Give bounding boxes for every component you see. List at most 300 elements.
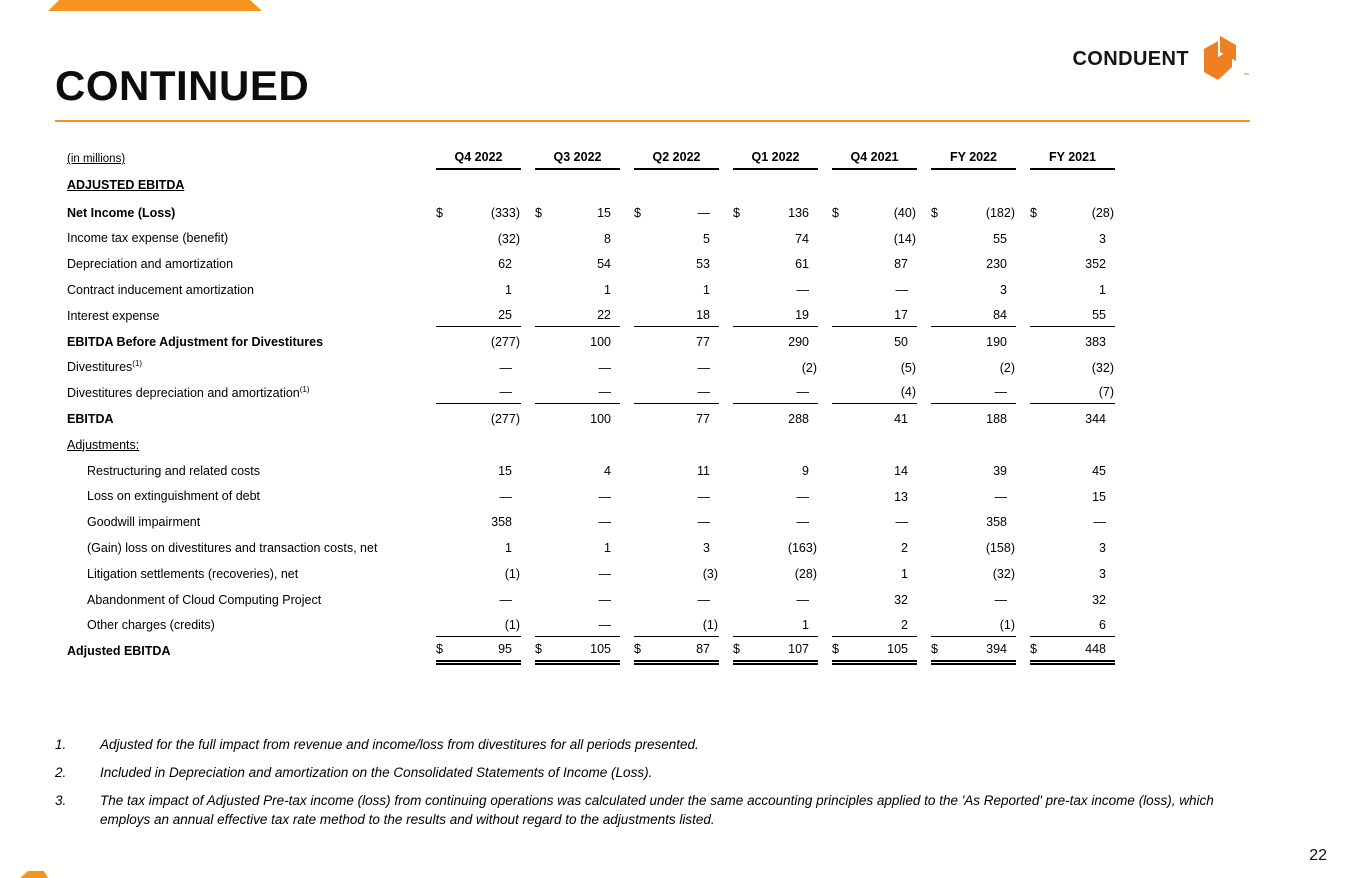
cell-value: 3 [1099,541,1106,556]
value-cell [436,206,521,224]
footnote-reference: (1) [299,385,310,395]
value-cell [931,567,1016,585]
cell-value: 1 [505,541,512,556]
value-cell [733,385,818,404]
cell-value: 344 [1085,412,1106,427]
cell-value: 1 [802,617,809,632]
dollar-sign: $ [832,205,839,220]
value-cell [931,642,1016,662]
cell-value: 6 [1099,617,1106,632]
value-cell [1030,257,1115,275]
value-cell [1030,567,1115,585]
value-cell [931,593,1016,611]
cell-value: 18 [696,307,710,322]
value-cell [634,283,719,301]
cell-value: — [697,385,710,400]
value-cell [634,490,719,508]
cell-value: 32 [894,592,908,607]
cell-value: (2) [801,360,817,375]
footnote-reference: (1) [132,359,143,369]
cell-value: (32) [497,231,520,246]
cell-value: (163) [787,541,817,556]
value-cell [634,257,719,275]
row-label: Other charges (credits) [87,618,215,633]
dollar-sign: $ [634,642,641,657]
cell-value: — [796,385,809,400]
cell-value: — [697,205,710,220]
value-cell [634,593,719,611]
value-cell [832,206,917,224]
cell-value: (5) [900,360,916,375]
value-cell [436,618,521,637]
value-cell [733,308,818,327]
value-cell [1030,464,1115,482]
dollar-sign: $ [1030,205,1037,220]
value-cell [832,232,917,250]
value-cell [1030,642,1115,662]
value-cell [832,308,917,327]
footnote-text: Adjusted for the full impact from revenue and income/loss from divestitures for all periods presented. [100,737,699,752]
table-row [67,301,1120,327]
cell-value: 95 [498,642,512,657]
value-cell [436,412,521,430]
dollar-sign: $ [733,642,740,657]
top-accent-bar [48,0,262,11]
dollar-sign: $ [832,642,839,657]
column-header: Q3 2022 [535,150,620,170]
cell-value: 15 [597,205,611,220]
trademark-symbol: ™ [1243,73,1249,79]
value-cell [931,412,1016,430]
value-cell [931,308,1016,327]
value-cell [436,490,521,508]
value-cell [436,642,521,662]
value-cell [832,593,917,611]
dollar-sign: $ [535,642,542,657]
cell-value: 84 [993,307,1007,322]
financial-table [67,150,1120,662]
value-cell [1030,412,1115,430]
cell-value: 136 [788,205,809,220]
cell-value: 3 [1099,566,1106,581]
cell-value: 1 [1099,283,1106,298]
table-row [67,198,1120,224]
cell-value: 100 [590,334,611,349]
value-cell [931,257,1016,275]
cell-value: 290 [788,334,809,349]
cell-value: — [598,360,611,375]
cell-value: 1 [604,541,611,556]
cell-value: (3) [702,566,718,581]
table-row [67,275,1120,301]
value-cell [634,206,719,224]
value-cell [931,541,1016,559]
row-label: EBITDA [67,412,114,427]
cell-value: 55 [1092,307,1106,322]
footnote-number: 3. [55,792,67,808]
cell-value: 448 [1085,642,1106,657]
title-underline [55,120,1250,122]
value-cell [733,490,818,508]
cell-value: (32) [1091,360,1114,375]
cell-value: — [499,360,512,375]
value-cell [832,642,917,662]
cell-value: (2) [999,360,1015,375]
cell-value: 190 [986,334,1007,349]
value-cell [634,642,719,662]
cell-value: 74 [795,231,809,246]
conduent-logo-mark [1199,36,1243,83]
row-label: Restructuring and related costs [87,463,261,478]
table-row [67,611,1120,637]
cell-value: (182) [985,205,1015,220]
cell-value: — [598,385,611,400]
value-cell [436,385,521,404]
section-header-row [67,172,1120,198]
value-cell [733,412,818,430]
cell-value: (1) [504,566,520,581]
value-cell [436,283,521,301]
value-cell [535,206,620,224]
cell-value: 32 [1092,592,1106,607]
value-cell [1030,308,1115,327]
cell-value: 55 [993,231,1007,246]
value-cell [733,464,818,482]
cell-value: 22 [597,307,611,322]
value-cell [931,283,1016,301]
value-cell [535,452,620,456]
table-row [67,250,1120,276]
value-cell [535,567,620,585]
value-cell [436,464,521,482]
cell-value: — [697,592,710,607]
value-cell [931,361,1016,379]
value-cell [832,257,917,275]
cell-value: — [895,515,908,530]
cell-value: 87 [894,257,908,272]
cell-value: (32) [992,566,1015,581]
value-cell [634,308,719,327]
value-cell [1030,515,1115,533]
value-cell [634,618,719,637]
value-cell [733,593,818,611]
footnote-text: Included in Depreciation and amortization on the Consolidated Statements of Income (Loss). [100,764,653,780]
value-cell [931,490,1016,508]
cell-value: 2 [901,617,908,632]
cell-value: — [796,489,809,504]
value-cell [1030,541,1115,559]
value-cell [436,232,521,250]
dollar-sign: $ [931,205,938,220]
table-row [67,327,1120,353]
value-cell [634,335,719,353]
value-cell [436,515,521,533]
cell-value: — [598,566,611,581]
column-header: Q2 2022 [634,150,719,170]
cell-value: 54 [597,257,611,272]
value-cell [832,490,917,508]
value-cell [436,361,521,379]
dollar-sign: $ [436,642,443,657]
value-cell [535,361,620,379]
table-row [67,585,1120,611]
cell-value: 77 [696,334,710,349]
column-header: Q4 2021 [832,150,917,170]
value-cell [733,335,818,353]
value-cell [535,490,620,508]
cell-value: 3 [1000,283,1007,298]
cell-value: (1) [999,617,1015,632]
cell-value: (40) [893,205,916,220]
row-label: EBITDA Before Adjustment for Divestitures [67,334,324,349]
value-cell [634,412,719,430]
table-row [67,456,1120,482]
value-cell [733,642,818,662]
cell-value: (28) [794,566,817,581]
cell-value: (4) [900,385,916,400]
row-label: Income tax expense (benefit) [67,231,229,246]
value-cell [634,232,719,250]
value-cell [535,464,620,482]
footnote-2 [55,764,1215,783]
dollar-sign: $ [733,205,740,220]
value-cell [832,283,917,301]
value-cell [733,452,818,456]
cell-value: — [598,515,611,530]
cell-value: 8 [604,231,611,246]
value-cell [931,464,1016,482]
row-label: Depreciation and amortization [67,257,234,272]
value-cell [832,385,917,404]
row-label: Interest expense [67,308,160,323]
cell-value: (158) [985,541,1015,556]
value-cell [1030,361,1115,379]
value-cell [436,257,521,275]
cell-value: 3 [1099,231,1106,246]
table-column-headers [422,150,1115,170]
cell-value: (28) [1091,205,1114,220]
value-cell [733,567,818,585]
cell-value: 3 [703,541,710,556]
cell-value: 13 [894,489,908,504]
table-row [67,404,1120,430]
column-header: FY 2021 [1030,150,1115,170]
cell-value: 5 [703,231,710,246]
cell-value: 230 [986,257,1007,272]
footnotes [55,736,1215,839]
cell-value: 50 [894,334,908,349]
value-cell [535,385,620,404]
value-cell [535,308,620,327]
value-cell [634,541,719,559]
value-cell [1030,490,1115,508]
value-cell [535,335,620,353]
cell-value: — [598,617,611,632]
cell-value: (1) [702,617,718,632]
cell-value: — [895,283,908,298]
value-cell [535,618,620,637]
value-cell [535,593,620,611]
value-cell [634,385,719,404]
cell-value: 9 [802,463,809,478]
value-cell [832,541,917,559]
cell-value: 105 [590,642,611,657]
cell-value: — [598,489,611,504]
value-cell [1030,385,1115,404]
cell-value: 17 [894,307,908,322]
table-row [67,559,1120,585]
cell-value: — [598,592,611,607]
footnote-1 [55,736,1215,755]
cell-value: 105 [887,642,908,657]
value-cell [832,452,917,456]
value-cell [931,618,1016,637]
cell-value: — [796,515,809,530]
conduent-logo [1072,36,1249,83]
cell-value: — [796,592,809,607]
value-cell [733,206,818,224]
row-label: Contract inducement amortization [67,283,254,298]
footnote-number: 1. [55,737,67,752]
cell-value: 61 [795,257,809,272]
table-row [67,533,1120,559]
cell-value: 19 [795,307,809,322]
dollar-sign: $ [535,205,542,220]
footnote-3 [55,792,1215,830]
cell-value: — [697,360,710,375]
dollar-sign: $ [436,205,443,220]
table-row [67,508,1120,534]
value-cell [733,361,818,379]
cell-value: (1) [504,617,520,632]
table-header-row [67,150,1120,170]
cell-value: 87 [696,642,710,657]
cell-value: 288 [788,412,809,427]
cell-value: — [499,489,512,504]
cell-value: (333) [490,205,520,220]
cell-value: 100 [590,412,611,427]
row-label: Divestitures depreciation and amortization$^{(1)}$ [67,385,310,401]
row-label: Loss on extinguishment of debt [87,489,261,504]
value-cell [1030,618,1115,637]
cell-value: 107 [788,642,809,657]
value-cell [1030,452,1115,456]
table-row [67,482,1120,508]
table-row [67,430,1120,456]
cell-value: (14) [893,231,916,246]
value-cell [832,335,917,353]
row-label: Divestitures$^{(1)}$ [67,359,143,375]
value-cell [634,567,719,585]
dollar-sign: $ [634,205,641,220]
dollar-sign: $ [1030,642,1037,657]
row-label: Adjusted EBITDA [67,644,171,659]
value-cell [1030,206,1115,224]
cell-value: (7) [1098,385,1114,400]
cell-value: — [1093,515,1106,530]
column-header: Q4 2022 [436,150,521,170]
row-label: (Gain) loss on divestitures and transaction costs, net [87,541,378,556]
value-cell [832,412,917,430]
cell-value: — [796,283,809,298]
cell-value: 25 [498,307,512,322]
value-cell [832,464,917,482]
cell-value: 1 [901,566,908,581]
row-label: Adjustments: [67,437,140,452]
cell-value: 15 [1092,489,1106,504]
value-cell [436,541,521,559]
cell-value: 383 [1085,334,1106,349]
cell-value: (277) [490,334,520,349]
cell-value: 15 [498,463,512,478]
table-body [67,198,1120,662]
cell-value: 4 [604,463,611,478]
footnote-text: The tax impact of Adjusted Pre-tax income (loss) from continuing operations was calculated under the same accounting principles applied to the 'As Reported' pre-tax income (loss), which employs an annual effective tax rate method to the results and without regard to the adjustments listed. [100,792,1214,827]
value-cell [931,515,1016,533]
cell-value: — [994,489,1007,504]
cell-value: 53 [696,257,710,272]
value-cell [733,515,818,533]
value-cell [931,206,1016,224]
value-cell [733,283,818,301]
conduent-logo-text: CONDUENT [1072,48,1189,70]
value-cell [535,412,620,430]
value-cell [535,283,620,301]
value-cell [931,385,1016,404]
table-row [67,379,1120,405]
table-row [67,224,1120,250]
value-cell [733,618,818,637]
table-row [67,637,1120,663]
value-cell [931,232,1016,250]
value-cell [931,452,1016,456]
row-label: Abandonment of Cloud Computing Project [87,592,322,607]
cell-value: 39 [993,463,1007,478]
cell-value: 2 [901,541,908,556]
cell-value: — [499,385,512,400]
section-header-label: ADJUSTED EBITDA [67,178,185,192]
cell-value: 77 [696,412,710,427]
value-cell [535,642,620,662]
footnote-number: 2. [55,764,67,780]
value-cell [1030,335,1115,353]
column-header: FY 2022 [931,150,1016,170]
cell-value: 45 [1092,463,1106,478]
value-cell [436,308,521,327]
value-cell [733,232,818,250]
cell-value: 11 [697,463,710,478]
value-cell [436,593,521,611]
cell-value: — [994,385,1007,400]
value-cell [634,361,719,379]
value-cell [832,361,917,379]
value-cell [1030,593,1115,611]
value-cell [535,232,620,250]
value-cell [634,515,719,533]
cell-value: (277) [490,412,520,427]
value-cell [535,257,620,275]
row-label: Goodwill impairment [87,515,201,530]
cell-value: 14 [894,463,908,478]
value-cell [535,541,620,559]
value-cell [733,257,818,275]
table-row [67,353,1120,379]
cell-value: — [499,592,512,607]
page-title: CONTINUED [55,62,310,109]
value-cell [1030,232,1115,250]
dollar-sign: $ [931,642,938,657]
value-cell [634,452,719,456]
